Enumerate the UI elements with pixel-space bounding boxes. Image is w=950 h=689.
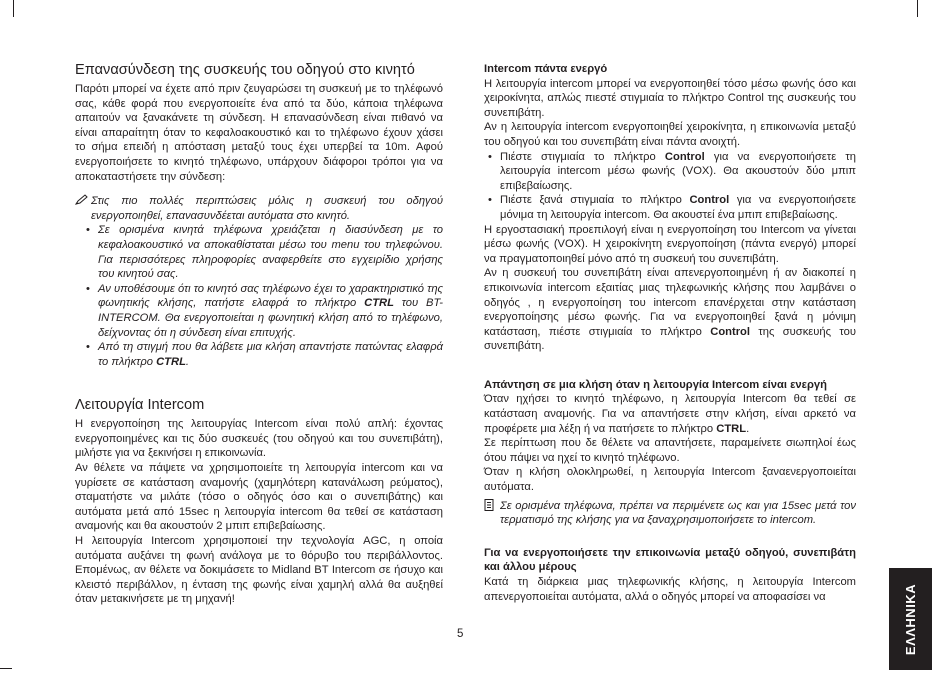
note-line [75,194,443,223]
list-item: • Πιέστε στιγμιαία το πλήκτρο Control για να ενεργοποιήσετε τη λειτουργία intercom μέσω φωνής (VOX). Θα ακουστούν δύο μπιπ επιβεβαίωσης. [484,150,856,194]
note-intro: Στις πιο πολλές περιπτώσεις μόλις η συσκευή του οδηγού ενεργοποιηθεί, επανασυνδέεται αυτόματα στο κινητό. [91,195,443,222]
page-number: 5 [457,628,464,640]
crop-mark-top-left [13,0,14,17]
section-title-intercom: Λειτουργία Intercom [75,397,205,414]
crop-mark-top-right [917,0,918,17]
language-tab-label: ΕΛΛΗΝΙΚΑ [903,583,918,655]
crop-mark-bottom-left [0,668,12,669]
pencil-icon [75,194,91,223]
answer-call-note-text: Σε ορισμένα τηλέφωνα, πρέπει να περιμένετε ως και για 15sec μετά τον τερματισμό της κλήσης για να ξαναχρησιμοποιήσετε το intercom. [500,499,856,527]
always-on-paragraph-2: Αν η λειτουργία intercom ενεργοποιηθεί χειροκίνητα, η επικοινωνία μεταξύ του οδηγού και του συνεπιβάτη είναι πάντα ανοιχτή. [484,121,856,148]
always-on-bullet-list [484,150,856,223]
list-item: • Αν υποθέσουμε ότι το κινητό σας τηλέφωνο έχει το χαρακτηριστικό της φωνητικής κλήσης, πατήστε ελαφρά το πλήκτρο CTRL του BT-INTERCOM. Θα ενεργοποιείται η φωνητική κλήση από το τηλέφωνο, δείχνοντας ότι η σύνδεση είναι επιτυχής. [82,282,443,340]
document-icon [484,499,500,528]
intercom-paragraph-3: Η λειτουργία Intercom χρησιμοποιεί την τεχνολογία AGC, η οποία αυτόματα αυξάνει τη φωνή ανάλογα με το θόρυβο του περιβάλλοντος. Επομένως, αν θέλετε να δοκιμάσετε το Midland BT Intercom σε ήσυχο και κλειστό περιβάλλον, η ένταση της φωνής είναι χαμηλή αλλά θα αυξηθεί όταν μετακινήσετε με τη μηχανή! [75,535,443,606]
list-item: • Σε ορισμένα κινητά τηλέφωνα χρειάζεται η διασύνδεση με το κεφαλοακουστικό να αποκαθίσταται μέσω του menu του τηλεφώνου. Για περισσότερες πληροφορίες αναφερθείτε στο εγχειρίδιο χρήσης του κινητού σας. [82,223,443,281]
answer-call-paragraph-3: Όταν η κλήση ολοκληρωθεί, η λειτουργία Intercom ξαναενεργοποιείται αυτόματα. [484,466,856,494]
reconnect-bullet-list [82,223,443,369]
section-title-reconnect: Επανασύνδεση της συσκευής του οδηγού στο κινητό [75,62,415,78]
section-title-always-on: Intercom πάντα ενεργό [484,63,608,75]
conference-paragraph: Κατά τη διάρκεια μιας τηλεφωνικής κλήσης, η λειτουργία Intercom απενεργοποιείται αυτόματα, αλλά ο οδηγός μπορεί να αποφασίσει να [484,576,856,603]
left-column [75,62,443,607]
section-title-answer-call: Απάντηση σε μια κλήση όταν η λειτουργία Intercom είναι ενεργή [484,378,827,391]
always-on-paragraph-3: Η εργοστασιακή προεπιλογή είναι η ενεργοποίηση του Intercom να γίνεται μέσω φωνής (VOX). Η χειροκίνητη ενεργοποίηση (πάντα ενεργό) μπορεί να πραγματοποιηθεί μόνο από τη συσκευή του συνεπιβάτη. [484,223,856,265]
answer-call-paragraph-2: Σε περίπτωση που δε θέλετε να απαντήσετε, παραμείνετε σιωπηλοί έως ότου πάψει να ηχεί το κινητό τηλέφωνο. [484,437,856,464]
list-item: • Από τη στιγμή που θα λάβετε μια κλήση απαντήστε πατώντας ελαφρά το πλήκτρο CTRL. [82,340,443,369]
intercom-paragraph-1: Η ενεργοποίηση της λειτουργίας Intercom είναι πολύ απλή: έχοντας ενεργοποιημένες και τις δύο συσκευές (του οδηγού και του συνεπιβάτη), μιλήστε για να ξεκινήσει η επικοινωνία. [75,418,443,460]
reconnect-note [75,194,443,369]
answer-call-paragraph-1: Όταν ηχήσει το κινητό τηλέφωνο, η λειτουργία Intercom θα τεθεί σε κατάσταση αναμονής. Για να απαντήσετε στην κλήση, είναι αρκετό να προφέρετε μια λέξη ή να πατήσετε το πλήκτρο CTRL. [484,393,856,435]
intercom-paragraph-2: Αν θέλετε να πάψετε να χρησιμοποιείτε τη λειτουργία intercom και να γυρίσετε σε κατάσταση αναμονής (χαμηλότερη κατανάλωση ρεύματος), σταματήστε να μιλάτε (τόσο ο οδηγός όσο και ο συνεπιβάτης) και αυτόματα μετά από 15sec η λειτουργία intercom θα τεθεί σε κατάσταση αναμονής και θα ακουστούν 2 μπιπ επιβεβαίωσης. [75,462,443,533]
always-on-paragraph-4: Αν η συσκευή του συνεπιβάτη είναι απενεργοποιημένη ή αν διακοπεί η επικοινωνία intercom εξαιτίας μιας τηλεφωνικής κλήσης που λαμβάνει ο οδηγός , η ενεργοποίηση του intercom επανέρχεται στην κατάσταση ενεργοποίησης μέσω φωνής. Για να ενεργοποιηθεί ξανά η μόνιμη κατάσταση, πιέστε στιγμιαία το πλήκτρο Control της συσκευής του συνεπιβάτη. [484,267,856,353]
reconnect-paragraph: Παρότι μπορεί να έχετε από πριν ζευγαρώσει τη συσκευή με το τηλέφωνό σας, κάθε φορά που ενεργοποιείτε ένα από τα δύο, κάποια τηλέφωνα απαιτούν να ξανακάνετε τη σύνδεση. Η επανασύνδεση είναι πιθανό να είναι απαραίτητη όταν το κεφαλοακουστικό και το τηλέφωνο έχουν χάσει το σήμα επειδή η απόσταση μεταξύ τους έχει υπερβεί τα 10m. Αφού ενεργοποιήσετε το κινητό τηλέφωνο, υπάρχουν διάφοροι τρόποι για να αποκαταστήσετε την σύνδεση: [75,83,443,183]
list-item: • Πιέστε ξανά στιγμιαία το πλήκτρο Control για να ενεργοποιήσετε μόνιμα τη λειτουργία intercom. Θα ακουστεί ένα μπιπ επιβεβαίωσης. [484,193,856,222]
right-column [484,62,856,604]
language-tab [889,568,932,670]
answer-call-note [484,499,856,528]
always-on-paragraph-1: Η λειτουργία intercom μπορεί να ενεργοποιηθεί τόσο μέσω φωνής όσο και χειροκίνητα, απλώς πιεστέ στιγμιαία το πλήκτρο Control της συσκευής του συνεπιβάτη. [484,77,856,119]
section-title-conference: Για να ενεργοποιήσετε την επικοινωνία μεταξύ οδηγού, συνεπιβάτη και άλλου μέρους [484,546,856,574]
